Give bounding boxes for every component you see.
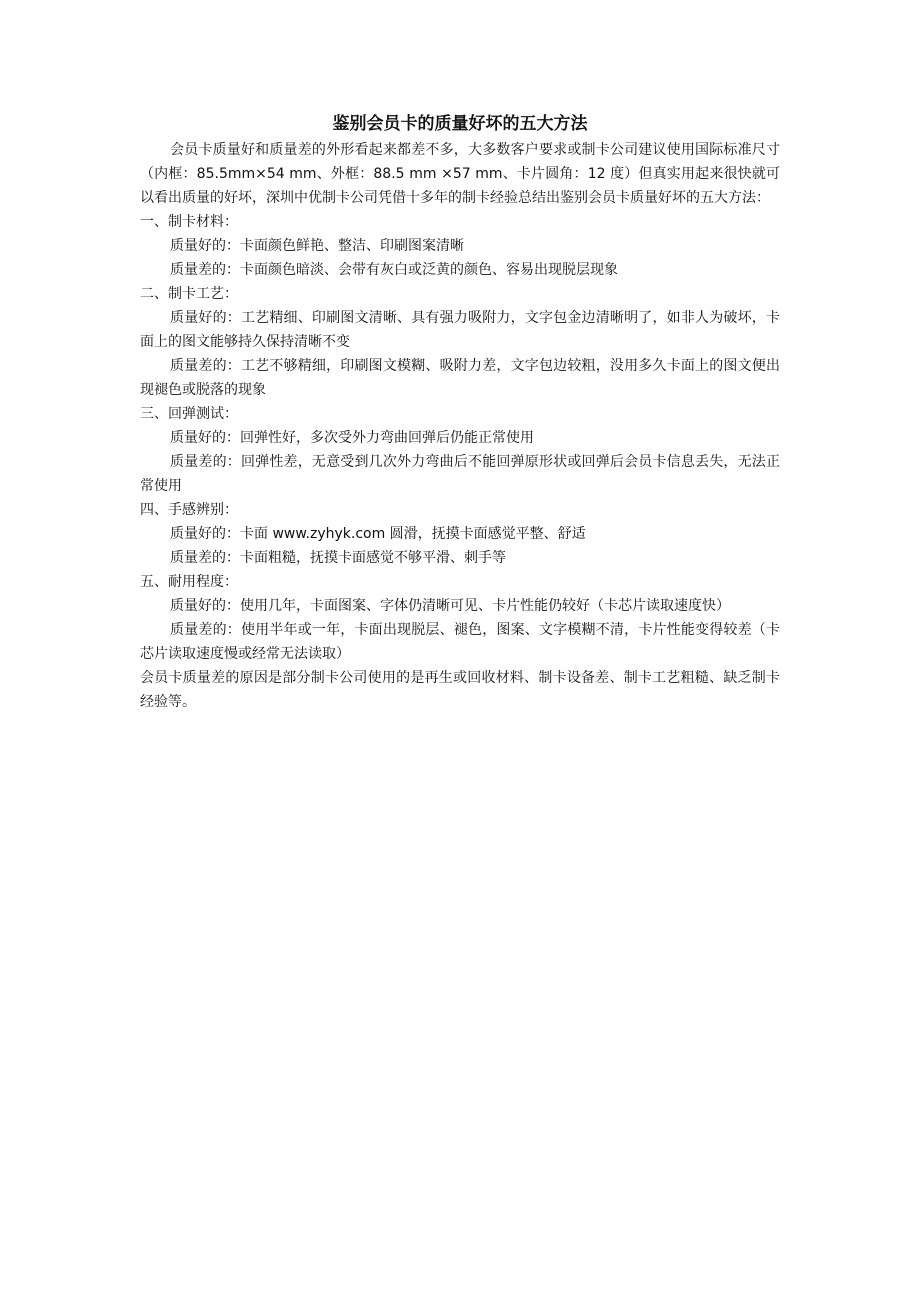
section-2-bad: 质量差的：工艺不够精细，印刷图文模糊、吸附力差，文字包边较粗，没用多久卡面上的图文便出现褪色或脱落的现象 (140, 358, 780, 398)
section-4-good: 质量好的：卡面 www.zyhyk.com 圆滑，抚摸卡面感觉平整、舒适 (170, 526, 586, 542)
section-4-bad: 质量差的：卡面粗糙，抚摸卡面感觉不够平滑、刺手等 (170, 550, 506, 566)
intro-paragraph: 会员卡质量好和质量差的外形看起来都差不多，大多数客户要求或制卡公司建议使用国际标准尺寸（内框：85.5mm×54 mm、外框：88.5 mm ×57 mm、卡片圆角：12 度）但真实用起来很快就可以看出质量的好坏，深圳中优制卡公司凭借十多年的制卡经验总结出鉴别会员卡质量好坏的五大方法： (140, 142, 780, 206)
section-3-bad: 质量差的：回弹性差，无意受到几次外力弯曲后不能回弹原形状或回弹后会员卡信息丢失，无法正常使用 (140, 454, 780, 494)
section-2-good: 质量好的：工艺精细、印刷图文清晰、具有强力吸附力，文字包金边清晰明了，如非人为破坏，卡面上的图文能够持久保持清晰不变 (140, 310, 780, 350)
section-3-heading: 三、回弹测试： (140, 406, 238, 422)
section-1-good: 质量好的：卡面颜色鲜艳、整洁、印刷图案清晰 (170, 238, 464, 254)
section-5-bad: 质量差的：使用半年或一年，卡面出现脱层、褪色，图案、文字模糊不清，卡片性能变得较差（卡芯片读取速度慢或经常无法读取） (140, 622, 780, 662)
document-title: 鉴别会员卡的质量好坏的五大方法 (332, 114, 588, 134)
section-5-heading: 五、耐用程度： (140, 574, 238, 590)
conclusion-paragraph: 会员卡质量差的原因是部分制卡公司使用的是再生或回收材料、制卡设备差、制卡工艺粗糙、缺乏制卡经验等。 (140, 670, 780, 710)
section-1-heading: 一、制卡材料： (140, 214, 238, 230)
section-5-good: 质量好的：使用几年，卡面图案、字体仍清晰可见、卡片性能仍较好（卡芯片读取速度快） (170, 598, 730, 614)
document-page (140, 110, 780, 714)
section-2-heading: 二、制卡工艺： (140, 286, 238, 302)
section-3-good: 质量好的：回弹性好，多次受外力弯曲回弹后仍能正常使用 (170, 430, 534, 446)
section-4-heading: 四、手感辨别： (140, 502, 238, 518)
section-1-bad: 质量差的：卡面颜色暗淡、会带有灰白或泛黄的颜色、容易出现脱层现象 (170, 262, 618, 278)
